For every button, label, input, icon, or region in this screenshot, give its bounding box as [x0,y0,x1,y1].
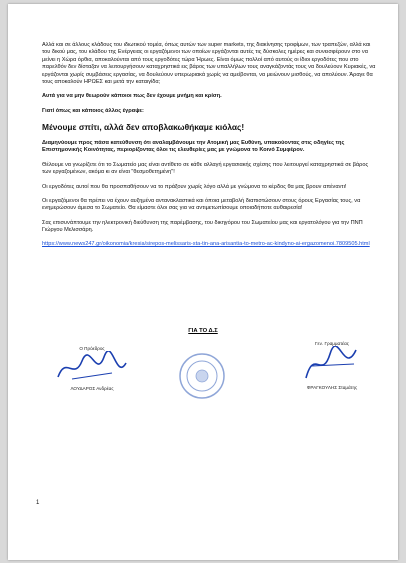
signatures-heading: ΓΙΑ ΤΟ Δ.Σ [188,328,218,334]
paragraph-quote-intro: Γιατί όπως και κάποιος άλλος έγραψε: [42,107,144,114]
paragraph-heroes: Αλλά και σε άλλους κλάδους του ιδιωτικού τομέα, όπως αυτών των super markets, της διακίνησης τροφίμων, των τραπεζών, αλλά και του δικού μας, του κλάδου της Ενέργειας οι εργαζόμενοι των οποίων εργάζονται αυτές τις δύσκολες ημέρες και συνεισφέρουν στο να μείνει η Χώρα όρθια, αποκαλούνται από τους εργοδότες τώρα Ήρωες. Είναι όμως πολλοί από αυτούς οι ίδιοι εργοδότες που στο παρελθόν δεν δίσταζαν να λειτουργήσουν καταχρηστικά εις βάρος των υπαλλήλων τους αναγκάζοντάς τους να δουλεύουν Κυριακές, να εργάζονται χωρίς συμβάσεις εργασίας, να δουλεύουν υπερωριακά χωρίς να αμείβονται, να μειώνουν μισθούς, να απολύουν. Άραγε θα τους αποκαλούν ΗΡΩΕΣ και μετά την καταιγίδα; [42,42,376,85]
paragraph-workers: Οι εργαζόμενοι θα πρέπει να έχουν αυξημένα αντανακλαστικά και όποια μεταβολή διαπιστώσουν στους όρους Εργασίας τους, να ενημερώσουν άμεσα το Σωματείο. Θα είμαστε όλοι σας για να αντιμετωπίσουμε οποιαδήποτε αυθαιρεσία! [42,197,361,212]
secretary-name: ΦΡΑΓΚΟΥΛΗΣ Σταμάτης [306,385,358,390]
article-link[interactable]: https://www.news247.gr/oikonomia/kresia/sirepos-melissaris-sta-tin-ana-arisantia-to-metro-ac-kindyno-ai-ergazomenoi.7809505.html [42,241,370,248]
secretary-title: Γεν. Γραμματέας [315,341,349,346]
letter-body [42,42,378,256]
secretary-signature-block [296,341,368,390]
paragraph-responsibility: Διαμηνύουμε προς πάσα κατεύθυνση ότι αναλαμβάνουμε την Ατομική μας Ευθύνη, υπακούοντας στις οδηγίες της Επιστημονικής Κοινότητας, περιορίζοντας όλοι τις ελευθερίες μας με γνώμονα το Κοινό Συμφέρον. [42,140,345,154]
president-title: Ο Πρόεδρος [79,346,105,351]
president-name: ΛΟΥΔΑΡΟΣ Ανδρέας [70,386,114,391]
paragraph-union-position: Θέλουμε να γνωρίζετε ότι το Σωματείο μας είναι αντίθετο σε κάθε αλλαγή εργασιακής σχέσης που λειτουργεί καταχρηστικά σε βάρος των εργαζομένων, ακόμα κι αν είναι "θεσμοθετημένη"! [42,161,369,176]
page-number: 1 [36,500,40,506]
document-page [8,4,398,560]
paragraph-attachment: Σας επισυνάπτουμε την ηλεκτρονική διεύθυνση της παρέμβασης, του δικηγόρου του Σωματείου μας και εργατολόγου για την ΠΝΠ Γιώργου Μελισσάρη. [42,219,363,234]
headline-stay-home: Μένουμε σπίτι, αλλά δεν αποβλακωθήκαμε κιόλας! [42,122,245,132]
secretary-signature-icon [296,346,368,384]
president-signature-icon [52,351,132,385]
union-seal-icon [178,352,226,400]
paragraph-employers: Οι εργοδότες αυτοί που θα προσπαθήσουν να το πράξουν χωρίς λόγο αλλά με γνώμονα το κέρδος θα μας βρουν απέναντι! [42,183,347,190]
president-signature-block [52,346,132,391]
paragraph-memory: Αυτά για να μην θεωρούν κάποιοι πως δεν έχουμε μνήμη και κρίση. [42,93,222,100]
